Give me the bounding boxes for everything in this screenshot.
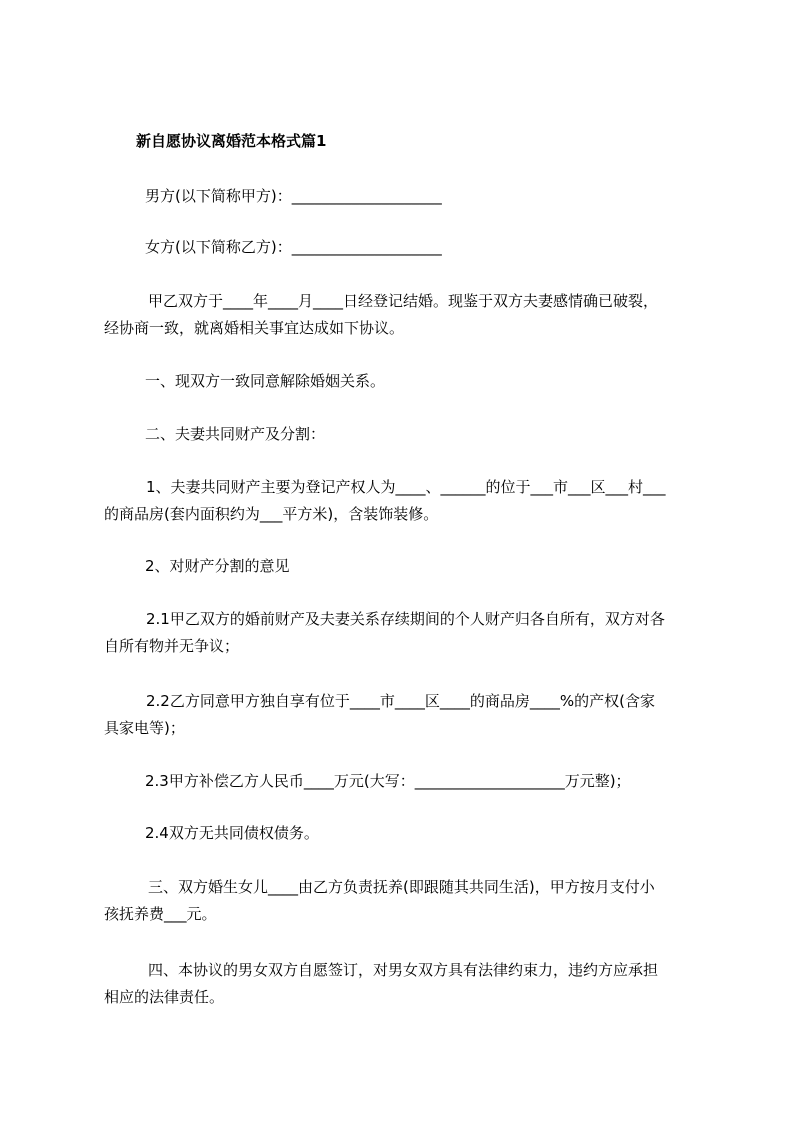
item-1-paragraph: [104, 474, 704, 528]
clause-3-line-2: 孩抚养费___元。: [104, 905, 217, 923]
clause-3-paragraph: [104, 874, 704, 928]
item-2-2-line-1: 2.2乙方同意甲方独自享有位于____市____区____的商品房____%的产权(含家: [146, 692, 655, 710]
item-2-2-line-2: 具家电等)；: [104, 719, 185, 737]
item-2-1-line-2: 自所有物并无争议；: [104, 637, 240, 655]
item-2-4: 2.4双方无共同债权债务。: [145, 824, 319, 842]
item-1-line-2: 的商品房(套内面积约为___平方米)，含装饰装修。: [104, 505, 439, 523]
clause-4-line-2: 相应的法律责任。: [104, 988, 225, 1006]
item-1-line-1: 1、夫妻共同财产主要为登记产权人为____、______的位于___市___区___村___: [146, 478, 666, 496]
item-2-3: 2.3甲方补偿乙方人民币____万元(大写：____________________万元整)；: [145, 772, 631, 790]
clause-4-line-1: 四、本协议的男女双方自愿签订，对男女双方具有法律约束力，违约方应承担: [148, 961, 659, 979]
intro-paragraph: [104, 288, 704, 342]
clause-1: 一、现双方一致同意解除婚姻关系。: [145, 372, 386, 390]
item-2-2-paragraph: [104, 688, 704, 742]
item-2: 2、对财产分割的意见: [145, 557, 290, 575]
clause-4-paragraph: [104, 957, 704, 1011]
item-2-1-line-1: 2.1甲乙双方的婚前财产及夫妻关系存续期间的个人财产归各自所有，双方对各: [146, 610, 665, 628]
husband-line: 男方(以下简称甲方)：____________________: [145, 187, 442, 205]
wife-line: 女方(以下简称乙方)：____________________: [145, 238, 442, 256]
intro-line-2: 经协商一致，就离婚相关事宜达成如下协议。: [104, 319, 405, 337]
item-2-1-paragraph: [104, 606, 704, 660]
clause-2: 二、夫妻共同财产及分割：: [145, 425, 326, 443]
clause-3-line-1: 三、双方婚生女儿____由乙方负责抚养(即跟随其共同生活)，甲方按月支付小: [148, 878, 655, 896]
document-title: 新自愿协议离婚范本格式篇1: [136, 132, 327, 150]
intro-line-1: 甲乙双方于____年____月____日经登记结婚。现鉴于双方夫妻感情确已破裂，: [148, 292, 659, 310]
